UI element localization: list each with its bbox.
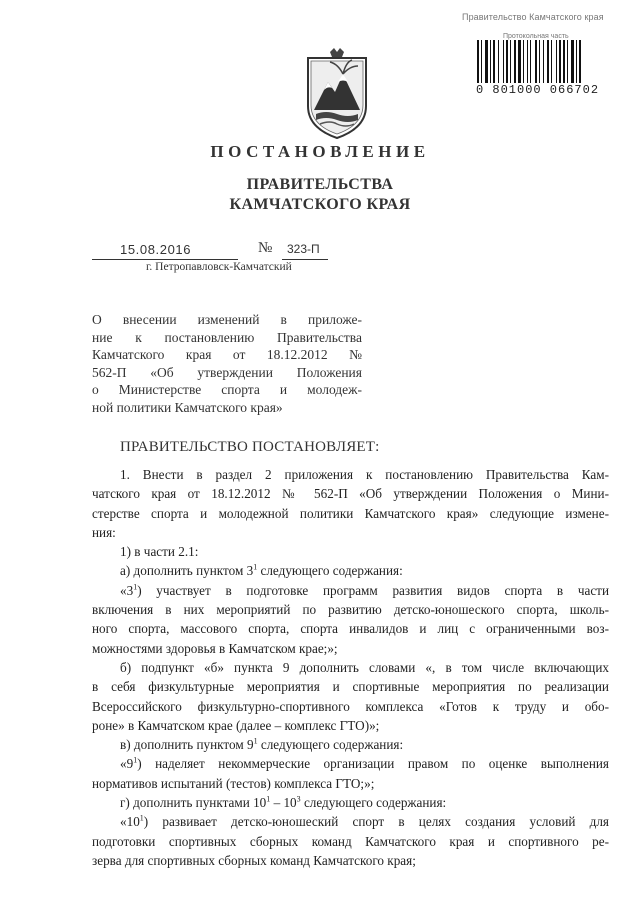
barcode-bar: [556, 40, 557, 83]
body-line: «$9^1$) наделяет некоммерческие организации правом по оценке выполнения: [120, 756, 609, 772]
date-underline: [92, 259, 238, 260]
barcode-bar: [498, 40, 499, 83]
barcode-bar: [514, 40, 516, 83]
barcode-bar: [506, 40, 508, 83]
barcode-bar: [543, 40, 544, 83]
body-line: включения в них мероприятий по развитию детско-юношеского спорта, школь-: [92, 602, 609, 618]
body-line: «$3^1$) участвует в подготовке программ развития видов спорта в части: [120, 582, 609, 598]
barcode-bar: [535, 40, 537, 83]
subject-line: О внесении изменений в приложе-: [92, 312, 362, 327]
issuer-line-1: ПРАВИТЕЛЬСТВА: [246, 176, 394, 193]
barcode-bar: [559, 40, 561, 83]
kamchatka-emblem-icon: [302, 48, 372, 140]
registry-stamp-sub: Протокольная часть: [503, 33, 569, 40]
body-line: нормативов испытаний (тестов) комплекса ГТО;»;: [92, 775, 375, 791]
body-line: стерстве спорта и молодежной политики Камчатского края» следующие измене-: [92, 505, 609, 521]
body-line: зерва для спортивных сборных команд Камчатского края;: [92, 852, 416, 868]
body-line: 1) в части 2.1:: [120, 544, 199, 560]
barcode-bar: [551, 40, 552, 83]
body-line: а) дополнить пунктом $3^1$ следующего содержания:: [120, 563, 403, 579]
barcode-bar: [523, 40, 524, 83]
barcode-number: 0 801000 066702: [476, 83, 600, 97]
barcode-bar: [567, 40, 568, 83]
number-sign: №: [258, 240, 273, 256]
subject-line: 562-П «Об утверждении Положения: [92, 364, 362, 380]
subject-line: ной политики Камчатского края»: [92, 399, 283, 415]
barcode-bar: [490, 40, 491, 83]
barcode-bar: [518, 40, 521, 83]
document-subject: [92, 311, 362, 417]
body-line: ного спорта, массового спорта, спорта инвалидов и лиц с ограниченными воз-: [92, 621, 609, 637]
barcode-bar: [503, 40, 504, 83]
subject-line: ние к постановлению Правительства: [92, 329, 362, 345]
city-of-issue: г. Петропавловск-Камчатский: [146, 261, 292, 273]
body-line: в себя физкультурные мероприятия и спортивные мероприятия по реализации: [92, 679, 609, 695]
body-line: в) дополнить пунктом $9^1$ следующего содержания:: [120, 736, 404, 753]
body-line: ния:: [92, 524, 116, 540]
body-line: подготовки спортивных сборных команд Камчатского края и спортивного ре-: [92, 833, 609, 849]
body-line: Всероссийского физкультурно-спортивного комплекса «Готов к труду и обо-: [92, 698, 609, 714]
document-date: 15.08.2016: [120, 242, 192, 257]
barcode-bar: [530, 40, 531, 83]
issuer-line-2: КАМЧАТСКОГО КРАЯ: [229, 196, 411, 213]
subject-line: Камчатского края от 18.12.2012 №: [92, 347, 362, 363]
subject-line: о Министерстве спорта и молодеж-: [92, 382, 362, 398]
body-line: роне» в Камчатском крае (далее – комплекс ГТО)»;: [92, 717, 380, 733]
barcode-bar: [563, 40, 565, 83]
barcode-bar: [481, 40, 482, 83]
barcode-bar: [510, 40, 511, 83]
body-line: 1. Внести в раздел 2 приложения к постановлению Правительства Кам-: [120, 467, 609, 482]
barcode-bar: [571, 40, 574, 83]
barcode-bar: [547, 40, 549, 83]
document-number: 323-П: [287, 242, 320, 256]
decree-heading: ПРАВИТЕЛЬСТВО ПОСТАНОВЛЯЕТ:: [120, 439, 380, 455]
body-line: чатского края от 18.12.2012 № 562-П «Об утверждении Положения о Мини-: [92, 486, 609, 502]
barcode-bar: [576, 40, 577, 83]
registry-stamp: Правительство Камчатского края: [462, 12, 604, 22]
number-underline: [282, 259, 328, 260]
body-line: «$10^1$) развивает детско-юношеский спорт в целях создания условий для: [120, 813, 609, 830]
barcode-bar: [579, 40, 581, 83]
barcode-bar: [527, 40, 528, 83]
barcode: [476, 40, 618, 83]
barcode-bar: [485, 40, 488, 83]
body-line: г) дополнить пунктами $10^1 - 10^3$ следующего содержания:: [120, 794, 447, 811]
document-title: ПОСТАНОВЛЕНИЕ: [210, 142, 430, 161]
barcode-bar: [539, 40, 540, 83]
barcode-bar: [477, 40, 479, 83]
barcode-bar: [493, 40, 495, 83]
body-line: б) подпункт «б» пункта 9 дополнить словами «, в том числе включающих: [120, 659, 609, 675]
document-body: [92, 465, 609, 870]
body-line: можностями здоровья в Камчатском крае;»;: [92, 640, 338, 656]
